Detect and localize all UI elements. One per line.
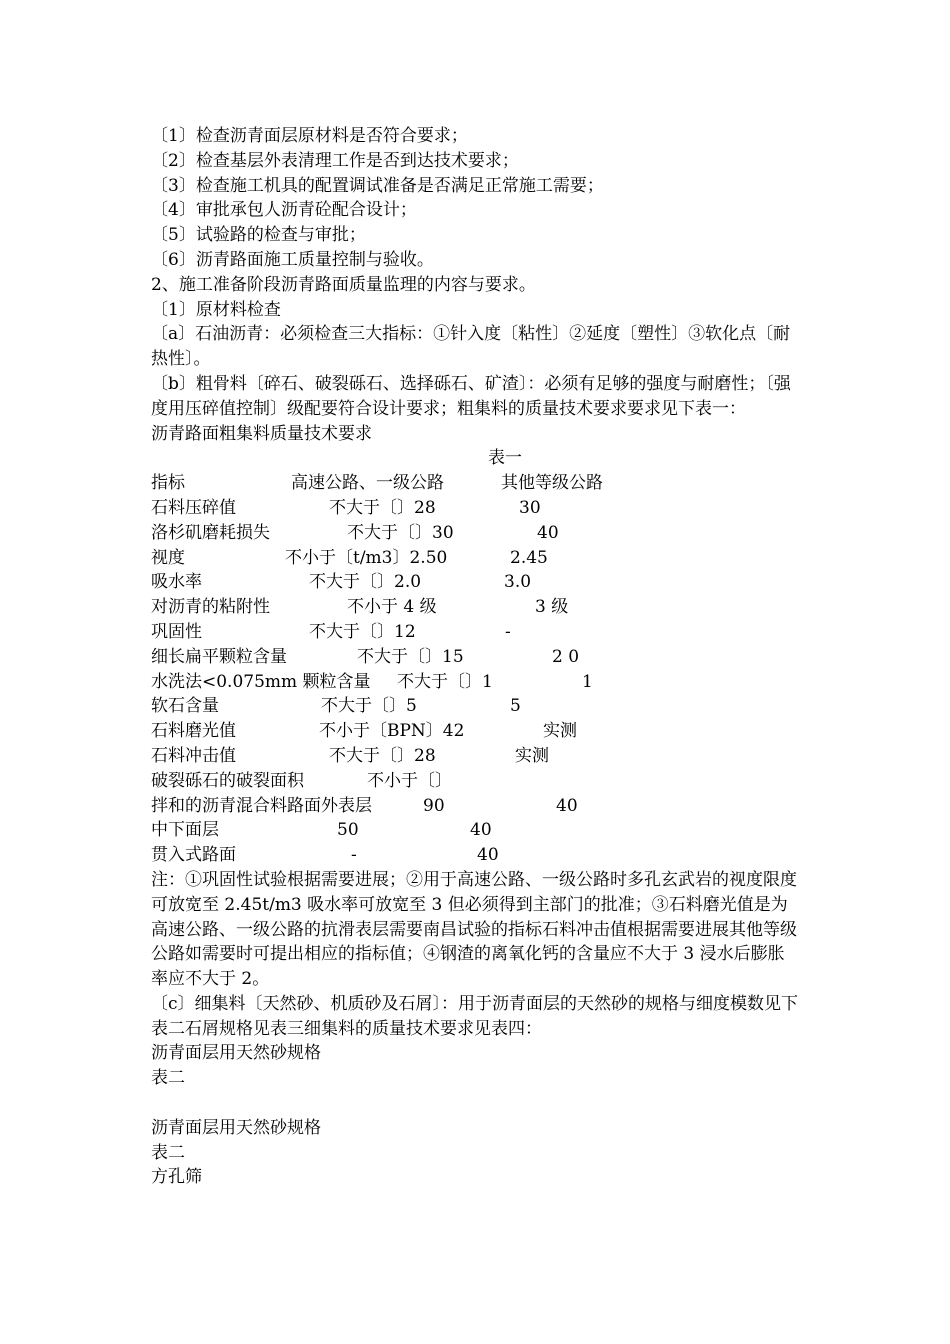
table-title: 沥青路面粗集料质量技术要求 (151, 423, 372, 444)
row-name: 石料压碎值 (151, 497, 236, 518)
table-row (151, 794, 801, 819)
row-cond: 不小于 4 级 (347, 597, 437, 618)
table-row (151, 818, 801, 843)
table-title: 沥青面层用天然砂规格 (151, 1043, 321, 1064)
list-item: 〔3〕检查施工机具的配置调试准备是否满足正常施工需要； (151, 175, 604, 196)
row-other: 40 (537, 522, 559, 543)
table-row (151, 496, 801, 521)
row-other: 40 (470, 820, 492, 841)
blank-line (151, 1091, 801, 1116)
list-item: 〔2〕检查基层外表清理工作是否到达技术要求； (151, 150, 519, 171)
table-row (151, 570, 801, 595)
section-heading: 2、施工准备阶段沥青路面质量监理的内容与要求。 (151, 274, 536, 295)
table-row (151, 595, 801, 620)
row-name: 拌和的沥青混合料路面外表层 (151, 795, 372, 816)
header-other: 其他等级公路 (501, 473, 603, 494)
row-cond: 不大于〔〕28 (329, 497, 436, 518)
table-title: 沥青面层用天然砂规格 (151, 1117, 321, 1138)
list-item: 〔1〕检查沥青面层原材料是否符合要求； (151, 126, 468, 146)
row-cond: - (351, 845, 357, 866)
document-page (151, 124, 801, 1190)
row-name: 细长扁平颗粒含量 (151, 646, 287, 667)
table-label: 表一 (488, 448, 522, 469)
row-name: 中下面层 (151, 820, 219, 841)
table-label: 表二 (151, 1068, 185, 1089)
header-highway: 高速公路、一级公路 (291, 473, 444, 494)
subsection-heading: 〔1〕原材料检查 (151, 299, 281, 320)
paragraph-asphalt: 〔a〕石油沥青：必须检查三大指标：①针入度〔粘性〕②延度〔塑性〕③软化点〔耐热性〕。 (151, 324, 791, 370)
table-label: 表二 (151, 1142, 185, 1163)
row-cond: 不小于〔BPN〕42 (319, 721, 465, 742)
row-name: 吸水率 (151, 572, 202, 593)
row-other: 3.0 (504, 572, 532, 593)
row-other: 2 0 (552, 646, 580, 667)
table-row (151, 546, 801, 571)
row-cond: 不大于〔〕12 (309, 621, 416, 642)
row-other: 实测 (543, 721, 577, 742)
paragraph-fine-aggregate: 〔c〕细集料〔天然砂、机质砂及石屑〕：用于沥青面层的天然砂的规格与细度模数见下表二石屑规格见表三细集料的质量技术要求见表四： (151, 993, 799, 1039)
row-name: 视度 (151, 547, 185, 568)
row-name: 石料冲击值 (151, 745, 236, 766)
row-name: 水洗法<0.075mm 颗粒含量 (151, 671, 371, 692)
table-row (151, 843, 801, 868)
list-item: 〔4〕审批承包人沥青砼配合设计； (151, 200, 417, 221)
table-row (151, 521, 801, 546)
table-row (151, 719, 801, 744)
row-cond: 不小于〔〕 (367, 770, 452, 791)
row-cond: 50 (337, 820, 359, 841)
table-note: 注：①巩固性试验根据需要进展；②用于高速公路、一级公路时多孔玄武岩的视度限度可放宽至 2.45t/m3 吸水率可放宽至 3 但必须得到主部门的批准；③石料磨光值是为高速公路、一级公路的抗滑表层需要南昌试验的指标石料冲击值根据需要进展其他等级公路如需要时可提出相应的指标值；④钢渣的离氧化钙的含量应不大于 3 浸水后膨胀率应不大于 2。 (151, 869, 797, 990)
table-row (151, 670, 801, 695)
row-cond: 不大于〔〕1 (397, 671, 493, 692)
row-cond: 不大于〔〕28 (329, 745, 436, 766)
row-other: 3 级 (535, 597, 569, 618)
row-other: 2.45 (510, 547, 548, 568)
table-row (151, 694, 801, 719)
table-column-header: 方孔筛 (151, 1167, 202, 1188)
row-other: - (505, 621, 511, 642)
table-row (151, 744, 801, 769)
row-cond: 不大于〔〕2.0 (309, 572, 422, 593)
row-other: 实测 (515, 745, 549, 766)
row-other: 1 (582, 671, 593, 692)
row-other: 40 (477, 845, 499, 866)
row-other: 5 (510, 696, 521, 717)
list-item: 〔5〕试验路的检查与审批； (151, 225, 366, 246)
header-indicator: 指标 (151, 473, 185, 494)
row-cond: 不小于〔t/m3〕2.50 (285, 547, 448, 568)
row-name: 对沥青的粘附性 (151, 597, 270, 618)
row-cond: 不大于〔〕15 (357, 646, 464, 667)
row-name: 软石含量 (151, 696, 219, 717)
row-cond: 不大于〔〕5 (321, 696, 417, 717)
row-name: 破裂砾石的破裂面积 (151, 770, 304, 791)
paragraph-coarse-aggregate: 〔b〕粗骨料〔碎石、破裂砾石、选择砾石、矿渣〕：必须有足够的强度与耐磨性；〔强度用压碎值控制〕级配要符合设计要求；粗集料的质量技术要求要求见下表一： (151, 373, 791, 419)
row-name: 贯入式路面 (151, 845, 236, 866)
row-name: 洛杉矶磨耗损失 (151, 522, 270, 543)
row-other: 40 (556, 795, 578, 816)
row-cond: 不大于〔〕30 (347, 522, 454, 543)
row-name: 巩固性 (151, 621, 202, 642)
row-cond: 90 (423, 795, 445, 816)
table-row (151, 620, 801, 645)
table-header-row (151, 471, 801, 496)
row-other: 30 (519, 497, 541, 518)
list-item: 〔6〕沥青路面施工质量控制与验收。 (151, 249, 434, 270)
table-row (151, 769, 801, 794)
row-name: 石料磨光值 (151, 721, 236, 742)
table-row (151, 645, 801, 670)
